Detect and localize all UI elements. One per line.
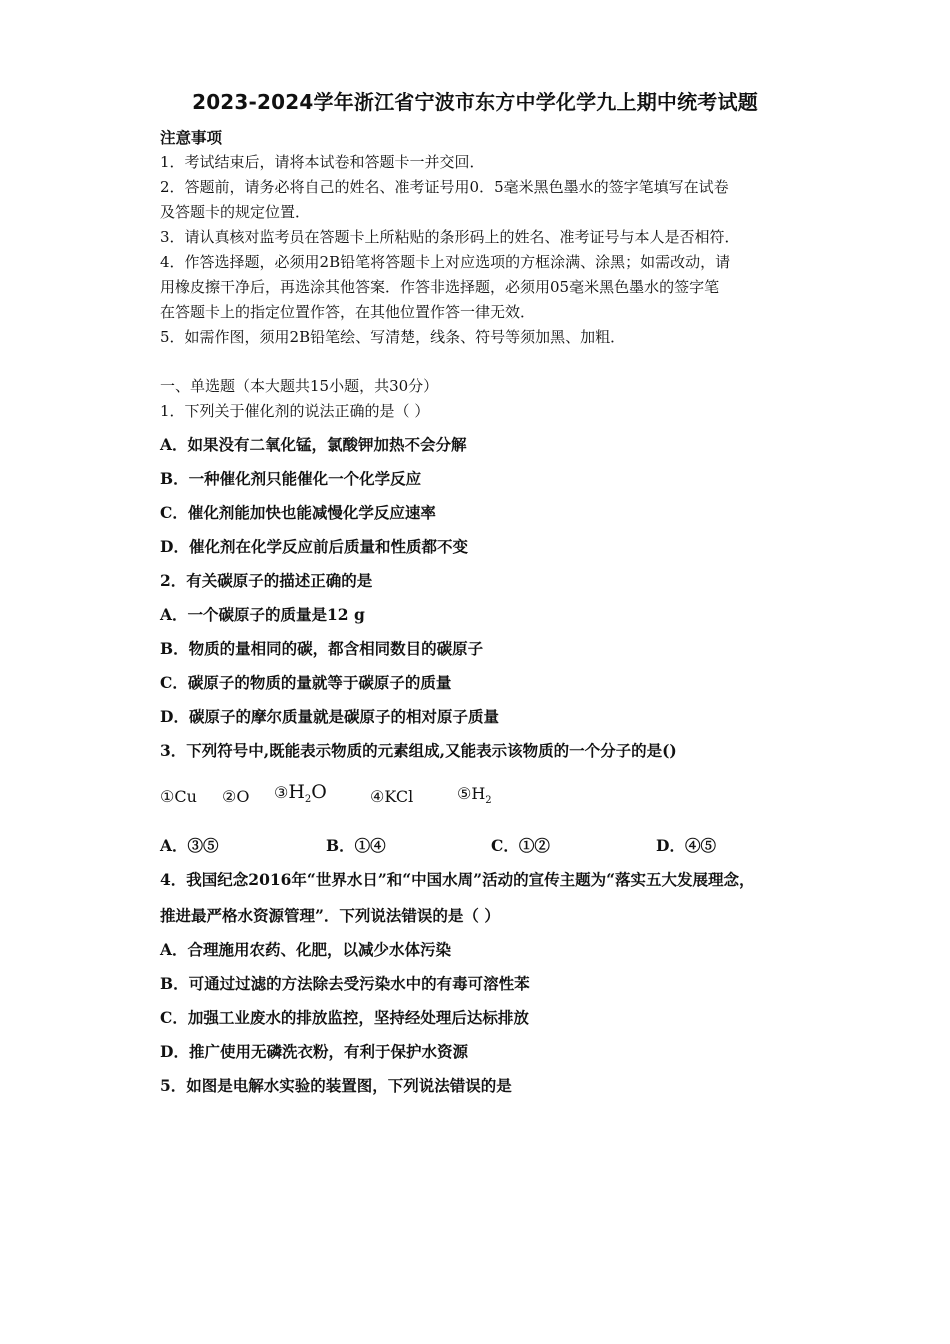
- notice-line: 1．考试结束后，请将本试卷和答题卡一并交回．: [160, 153, 485, 171]
- question-1-option-d: D．催化剂在化学反应前后质量和性质都不变: [160, 537, 468, 556]
- question-1-stem: 1．下列关于催化剂的说法正确的是（ ）: [160, 402, 430, 420]
- symbol-1: [160, 787, 197, 806]
- symbol-3-subscript: 2: [304, 794, 312, 805]
- question-4-option-c: C．加强工业废水的排放监控，坚持经处理后达标排放: [160, 1008, 529, 1027]
- notice-line: 及答题卡的规定位置．: [160, 203, 311, 221]
- question-4-stem-line2: 推进最严格水资源管理”．下列说法错误的是（ ）: [160, 906, 500, 925]
- question-1-option-b: B．一种催化剂只能催化一个化学反应: [160, 469, 422, 488]
- question-3-answer-d: D．④⑤: [656, 836, 716, 855]
- symbol-5-mark: ⑤: [457, 784, 472, 803]
- symbol-2-formula: O: [236, 787, 250, 806]
- question-3-answer-a: A．③⑤: [160, 836, 219, 855]
- question-1-option-a: A．如果没有二氧化锰，氯酸钾加热不会分解: [160, 435, 467, 454]
- question-3-stem: 3．下列符号中,既能表示物质的元素组成,又能表示该物质的一个分子的是(): [160, 741, 677, 760]
- symbol-3: [274, 781, 327, 805]
- symbol-4-mark: ④: [370, 787, 385, 806]
- notice-line: 4．作答选择题，必须用2B铅笔将答题卡上对应选项的方框涂满、涂黑；如需改动，请: [160, 253, 731, 271]
- symbol-5-subscript: 2: [485, 795, 492, 806]
- question-2-option-c: C．碳原子的物质的量就等于碳原子的质量: [160, 673, 452, 692]
- notice-line: 在答题卡上的指定位置作答，在其他位置作答一律无效．: [160, 303, 536, 321]
- notice-line: 3．请认真核对监考员在答题卡上所粘贴的条形码上的姓名、准考证号与本人是否相符．: [160, 228, 740, 246]
- symbol-5-formula: H: [471, 784, 486, 803]
- symbol-5: [457, 784, 492, 806]
- question-5-stem: 5．如图是电解水实验的装置图，下列说法错误的是: [160, 1076, 512, 1095]
- question-2-stem: 2．有关碳原子的描述正确的是: [160, 571, 373, 590]
- symbol-3-formula-h: H: [288, 781, 305, 803]
- question-2-option-a: A．一个碳原子的质量是12 g: [160, 605, 365, 624]
- symbol-2: [222, 787, 249, 806]
- symbol-1-mark: ①: [160, 787, 175, 806]
- question-3-answer-c: C．①②: [491, 836, 550, 855]
- notice-line: 用橡皮擦干净后，再选涂其他答案．作答非选择题，必须用05毫米黑色墨水的签字笔: [160, 278, 720, 296]
- question-1-option-c: C．催化剂能加快也能减慢化学反应速率: [160, 503, 436, 522]
- symbol-4: [370, 787, 413, 806]
- question-2-option-b: B．物质的量相同的碳，都含相同数目的碳原子: [160, 639, 484, 658]
- notice-line: 2．答题前，请务必将自己的姓名、准考证号用0．5毫米黑色墨水的签字笔填写在试卷: [160, 178, 729, 196]
- question-4-stem-line1: 4．我国纪念2016年“世界水日”和“中国水周”活动的宣传主题为“落实五大发展理念，: [160, 870, 755, 889]
- symbol-4-formula: KCl: [384, 787, 414, 806]
- section-heading: 一、单选题（本大题共15小题，共30分）: [160, 377, 439, 395]
- page-title: 2023-2024学年浙江省宁波市东方中学化学九上期中统考试题: [192, 90, 758, 114]
- symbol-3-mark: ③: [274, 783, 289, 802]
- symbol-1-formula: Cu: [174, 787, 197, 806]
- symbol-3-formula-o: O: [311, 781, 327, 803]
- notice-heading: 注意事项: [160, 128, 223, 147]
- question-2-option-d: D．碳原子的摩尔质量就是碳原子的相对原子质量: [160, 707, 499, 726]
- question-3-answer-b: B．①④: [326, 836, 386, 855]
- question-4-option-a: A．合理施用农药、化肥，以减少水体污染: [160, 940, 452, 959]
- question-4-option-b: B．可通过过滤的方法除去受污染水中的有毒可溶性苯: [160, 974, 530, 993]
- notice-line: 5．如需作图，须用2B铅笔绘、写清楚，线条、符号等须加黑、加粗．: [160, 328, 626, 346]
- symbol-2-mark: ②: [222, 787, 237, 806]
- question-4-option-d: D．推广使用无磷洗衣粉，有利于保护水资源: [160, 1042, 468, 1061]
